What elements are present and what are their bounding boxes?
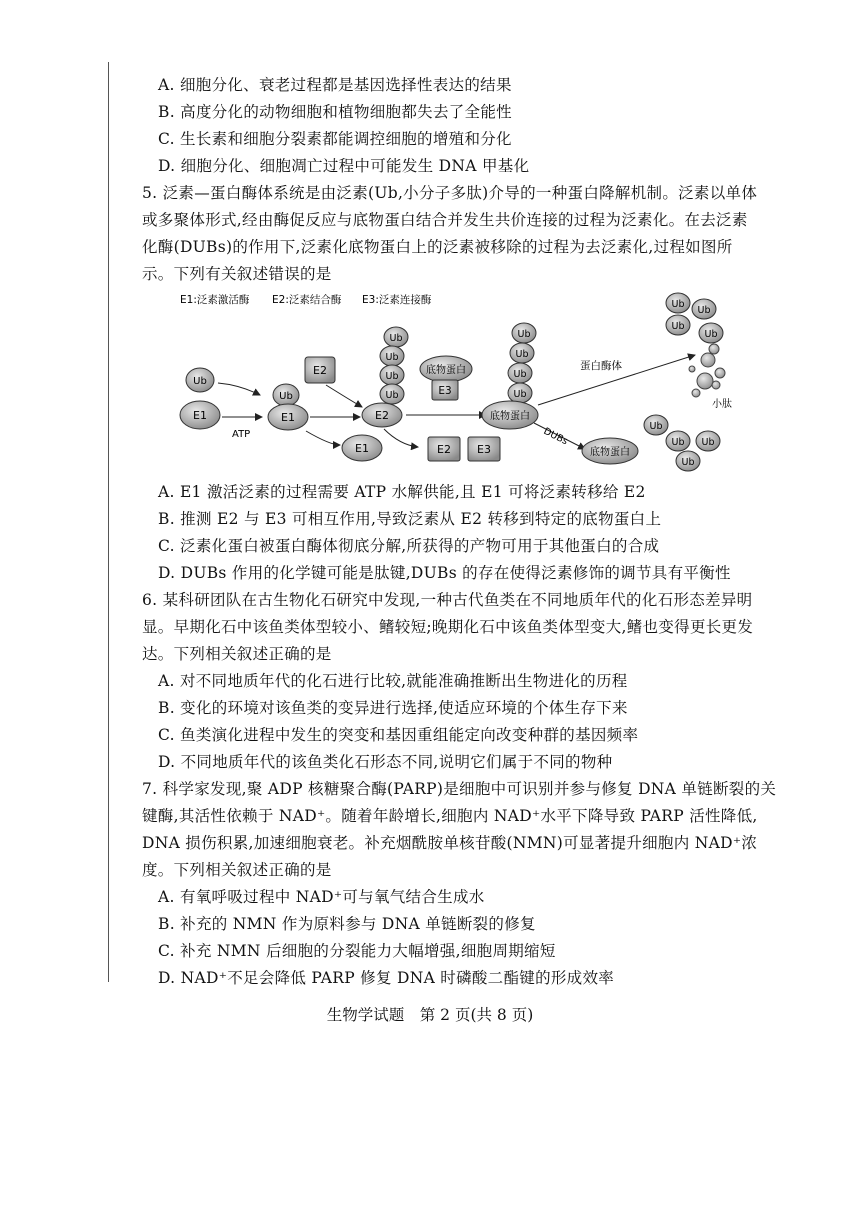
svg-text:E3: E3 — [477, 443, 491, 456]
q7-stem-line: DNA 损伤积累,加速细胞衰老。补充烟酰胺单核苷酸(NMN)可显著提升细胞内 NAD⁺浓 — [142, 834, 758, 852]
q7-stem-line: 7. 科学家发现,聚 ADP 核糖聚合酶(PARP)是细胞中可识别并参与修复 DNA 单链断裂的关 — [142, 780, 777, 798]
substrate-with-e3 — [420, 356, 472, 400]
q6-option-c: C. 鱼类演化进程中发生的突变和基因重组能定向改变种群的基因频率 — [158, 726, 639, 744]
svg-text:E2: E2 — [375, 409, 389, 422]
q5-stem-line: 5. 泛素—蛋白酶体系统是由泛素(Ub,小分子多肽)介导的一种蛋白降解机制。泛素以单体 — [142, 184, 758, 202]
q7-stem-line: 键酶,其活性依赖于 NAD⁺。随着年龄增长,细胞内 NAD⁺水平下降导致 PARP 活性降低, — [142, 807, 758, 825]
svg-text:E1: E1 — [193, 409, 207, 422]
ubiquitination-diagram — [160, 285, 750, 475]
svg-text:E1: E1 — [355, 442, 369, 455]
svg-text:Ub: Ub — [385, 352, 399, 363]
svg-text:Ub: Ub — [385, 390, 399, 401]
svg-text:Ub: Ub — [704, 329, 718, 340]
q6-stem-line: 达。下列相关叙述正确的是 — [142, 645, 332, 663]
q4-option-d: D. 细胞分化、细胞凋亡过程中可能发生 DNA 甲基化 — [158, 157, 530, 175]
q7-option-a: A. 有氧呼吸过程中 NAD⁺可与氧气结合生成水 — [158, 888, 485, 906]
q5-option-b: B. 推测 E2 与 E3 可相互作用,导致泛素从 E2 转移到特定的底物蛋白上 — [158, 510, 662, 528]
svg-text:Ub: Ub — [701, 437, 715, 448]
e1-ub-complex — [268, 384, 308, 430]
q6-stem-line: 显。早期化石中该鱼类体型较小、鳍较短;晚期化石中该鱼类体型变大,鳍也变得更长更发 — [142, 618, 754, 636]
q7-stem-line: 度。下列相关叙述正确的是 — [142, 861, 332, 879]
dubs-label: DUBs — [541, 425, 570, 448]
q4-option-c: C. 生长素和细胞分裂素都能调控细胞的增殖和分化 — [158, 130, 512, 148]
q5-stem-line: 示。下列有关叙述错误的是 — [142, 265, 332, 283]
q6-option-d: D. 不同地质年代的该鱼类化石形态不同,说明它们属于不同的物种 — [158, 753, 613, 771]
svg-text:Ub: Ub — [515, 349, 529, 360]
released-e1 — [342, 435, 382, 461]
svg-text:Ub: Ub — [193, 376, 207, 387]
svg-text:Ub: Ub — [513, 369, 527, 380]
svg-text:Ub: Ub — [671, 299, 685, 310]
proteasome-label: 蛋白酶体 — [580, 360, 622, 372]
svg-text:底物蛋白: 底物蛋白 — [490, 411, 530, 422]
q7-option-b: B. 补充的 NMN 作为原料参与 DNA 单链断裂的修复 — [158, 915, 536, 933]
recycled-ub-bottom — [644, 415, 720, 471]
svg-text:Ub: Ub — [389, 333, 403, 344]
recycled-ub-top — [666, 293, 723, 343]
ubiquitinated-substrate — [482, 323, 538, 429]
free-substrate — [582, 438, 638, 464]
margin-rule — [108, 62, 109, 982]
svg-text:Ub: Ub — [671, 437, 685, 448]
q6-stem-line: 6. 某科研团队在古生物化石研究中发现,一种古代鱼类在不同地质年代的化石形态差异明 — [142, 591, 753, 609]
svg-text:底物蛋白: 底物蛋白 — [590, 447, 630, 458]
q4-option-a: A. 细胞分化、衰老过程都是基因选择性表达的结果 — [158, 76, 512, 94]
svg-text:Ub: Ub — [649, 421, 663, 432]
q7-option-c: C. 补充 NMN 后细胞的分裂能力大幅增强,细胞周期缩短 — [158, 942, 556, 960]
legend-e3: E3:泛素连接酶 — [362, 294, 432, 306]
svg-text:Ub: Ub — [671, 321, 685, 332]
legend-e2: E2:泛素结合酶 — [272, 294, 342, 306]
e2-ub-chain — [362, 327, 408, 427]
svg-text:Ub: Ub — [697, 305, 711, 316]
atp-label: ATP — [232, 429, 251, 440]
q5-option-a: A. E1 激活泛素的过程需要 ATP 水解供能,且 E1 可将泛素转移给 E2 — [158, 483, 646, 501]
q5-stem-line: 化酶(DUBs)的作用下,泛素化底物蛋白上的泛素被移除的过程为去泛素化,过程如图所 — [142, 238, 733, 256]
page-footer: 生物学试题 第 2 页(共 8 页) — [326, 1006, 534, 1024]
svg-text:Ub: Ub — [385, 371, 399, 382]
svg-text:E3: E3 — [438, 385, 452, 397]
released-e2-e3 — [428, 437, 500, 461]
free-e1 — [180, 401, 220, 429]
svg-text:E1: E1 — [281, 411, 295, 424]
svg-text:E2: E2 — [437, 443, 451, 456]
small-peptides — [689, 344, 725, 397]
q5-stem-line: 或多聚体形式,经由酶促反应与底物蛋白结合并发生共价连接的过程为泛素化。在去泛素 — [142, 211, 748, 229]
q4-option-b: B. 高度分化的动物细胞和植物细胞都失去了全能性 — [158, 103, 512, 121]
svg-text:Ub: Ub — [517, 329, 531, 340]
svg-text:E2: E2 — [313, 364, 327, 377]
q6-option-b: B. 变化的环境对该鱼类的变异进行选择,使适应环境的个体生存下来 — [158, 699, 628, 717]
svg-text:Ub: Ub — [513, 389, 527, 400]
q6-option-a: A. 对不同地质年代的化石进行比较,就能准确推断出生物进化的历程 — [158, 672, 628, 690]
svg-text:底物蛋白: 底物蛋白 — [426, 365, 466, 376]
q5-option-c: C. 泛素化蛋白被蛋白酶体彻底分解,所获得的产物可用于其他蛋白的合成 — [158, 537, 660, 555]
q7-option-d: D. NAD⁺不足会降低 PARP 修复 DNA 时磷酸二酯键的形成效率 — [158, 969, 615, 987]
svg-text:Ub: Ub — [681, 457, 695, 468]
free-e2 — [305, 357, 335, 383]
peptide-label: 小肽 — [712, 399, 732, 410]
legend-e1: E1:泛素激活酶 — [180, 294, 250, 306]
free-ub — [186, 368, 214, 392]
svg-text:Ub: Ub — [279, 391, 293, 402]
q5-option-d: D. DUBs 作用的化学键可能是肽键,DUBs 的存在使得泛素修饰的调节具有平衡性 — [158, 564, 731, 582]
